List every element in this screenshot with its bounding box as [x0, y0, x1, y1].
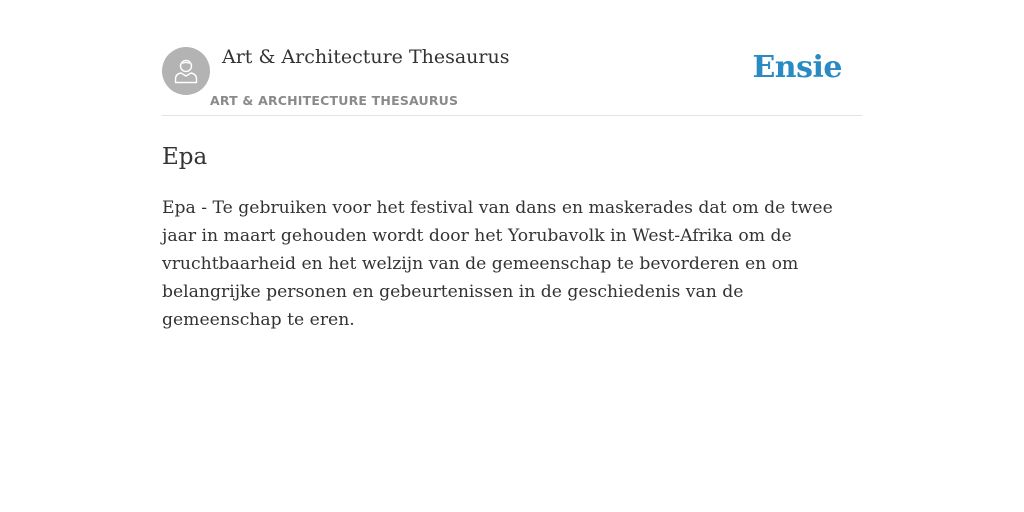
- term-definition: Epa - Te gebruiken voor het festival van dans en maskerades dat om de twee jaar in maart gehouden wordt door het Yorubavolk in West-Afrika om de vruchtbaarheid en het welzijn van de gemeenschap te bevorderen en om belangrijke personen en gebeurtenissen in de geschiedenis van de gemeenschap te eren.: [162, 198, 833, 330]
- source-avatar[interactable]: [162, 47, 210, 95]
- term-title: Epa: [162, 144, 208, 170]
- user-silhouette-icon: [171, 56, 201, 86]
- page-container: [162, 0, 862, 334]
- source-title[interactable]: Art & Architecture Thesaurus: [222, 46, 510, 68]
- source-category[interactable]: ART & ARCHITECTURE THESAURUS: [210, 93, 459, 108]
- source-header: [162, 0, 862, 116]
- brand-logo[interactable]: Ensie: [752, 50, 842, 85]
